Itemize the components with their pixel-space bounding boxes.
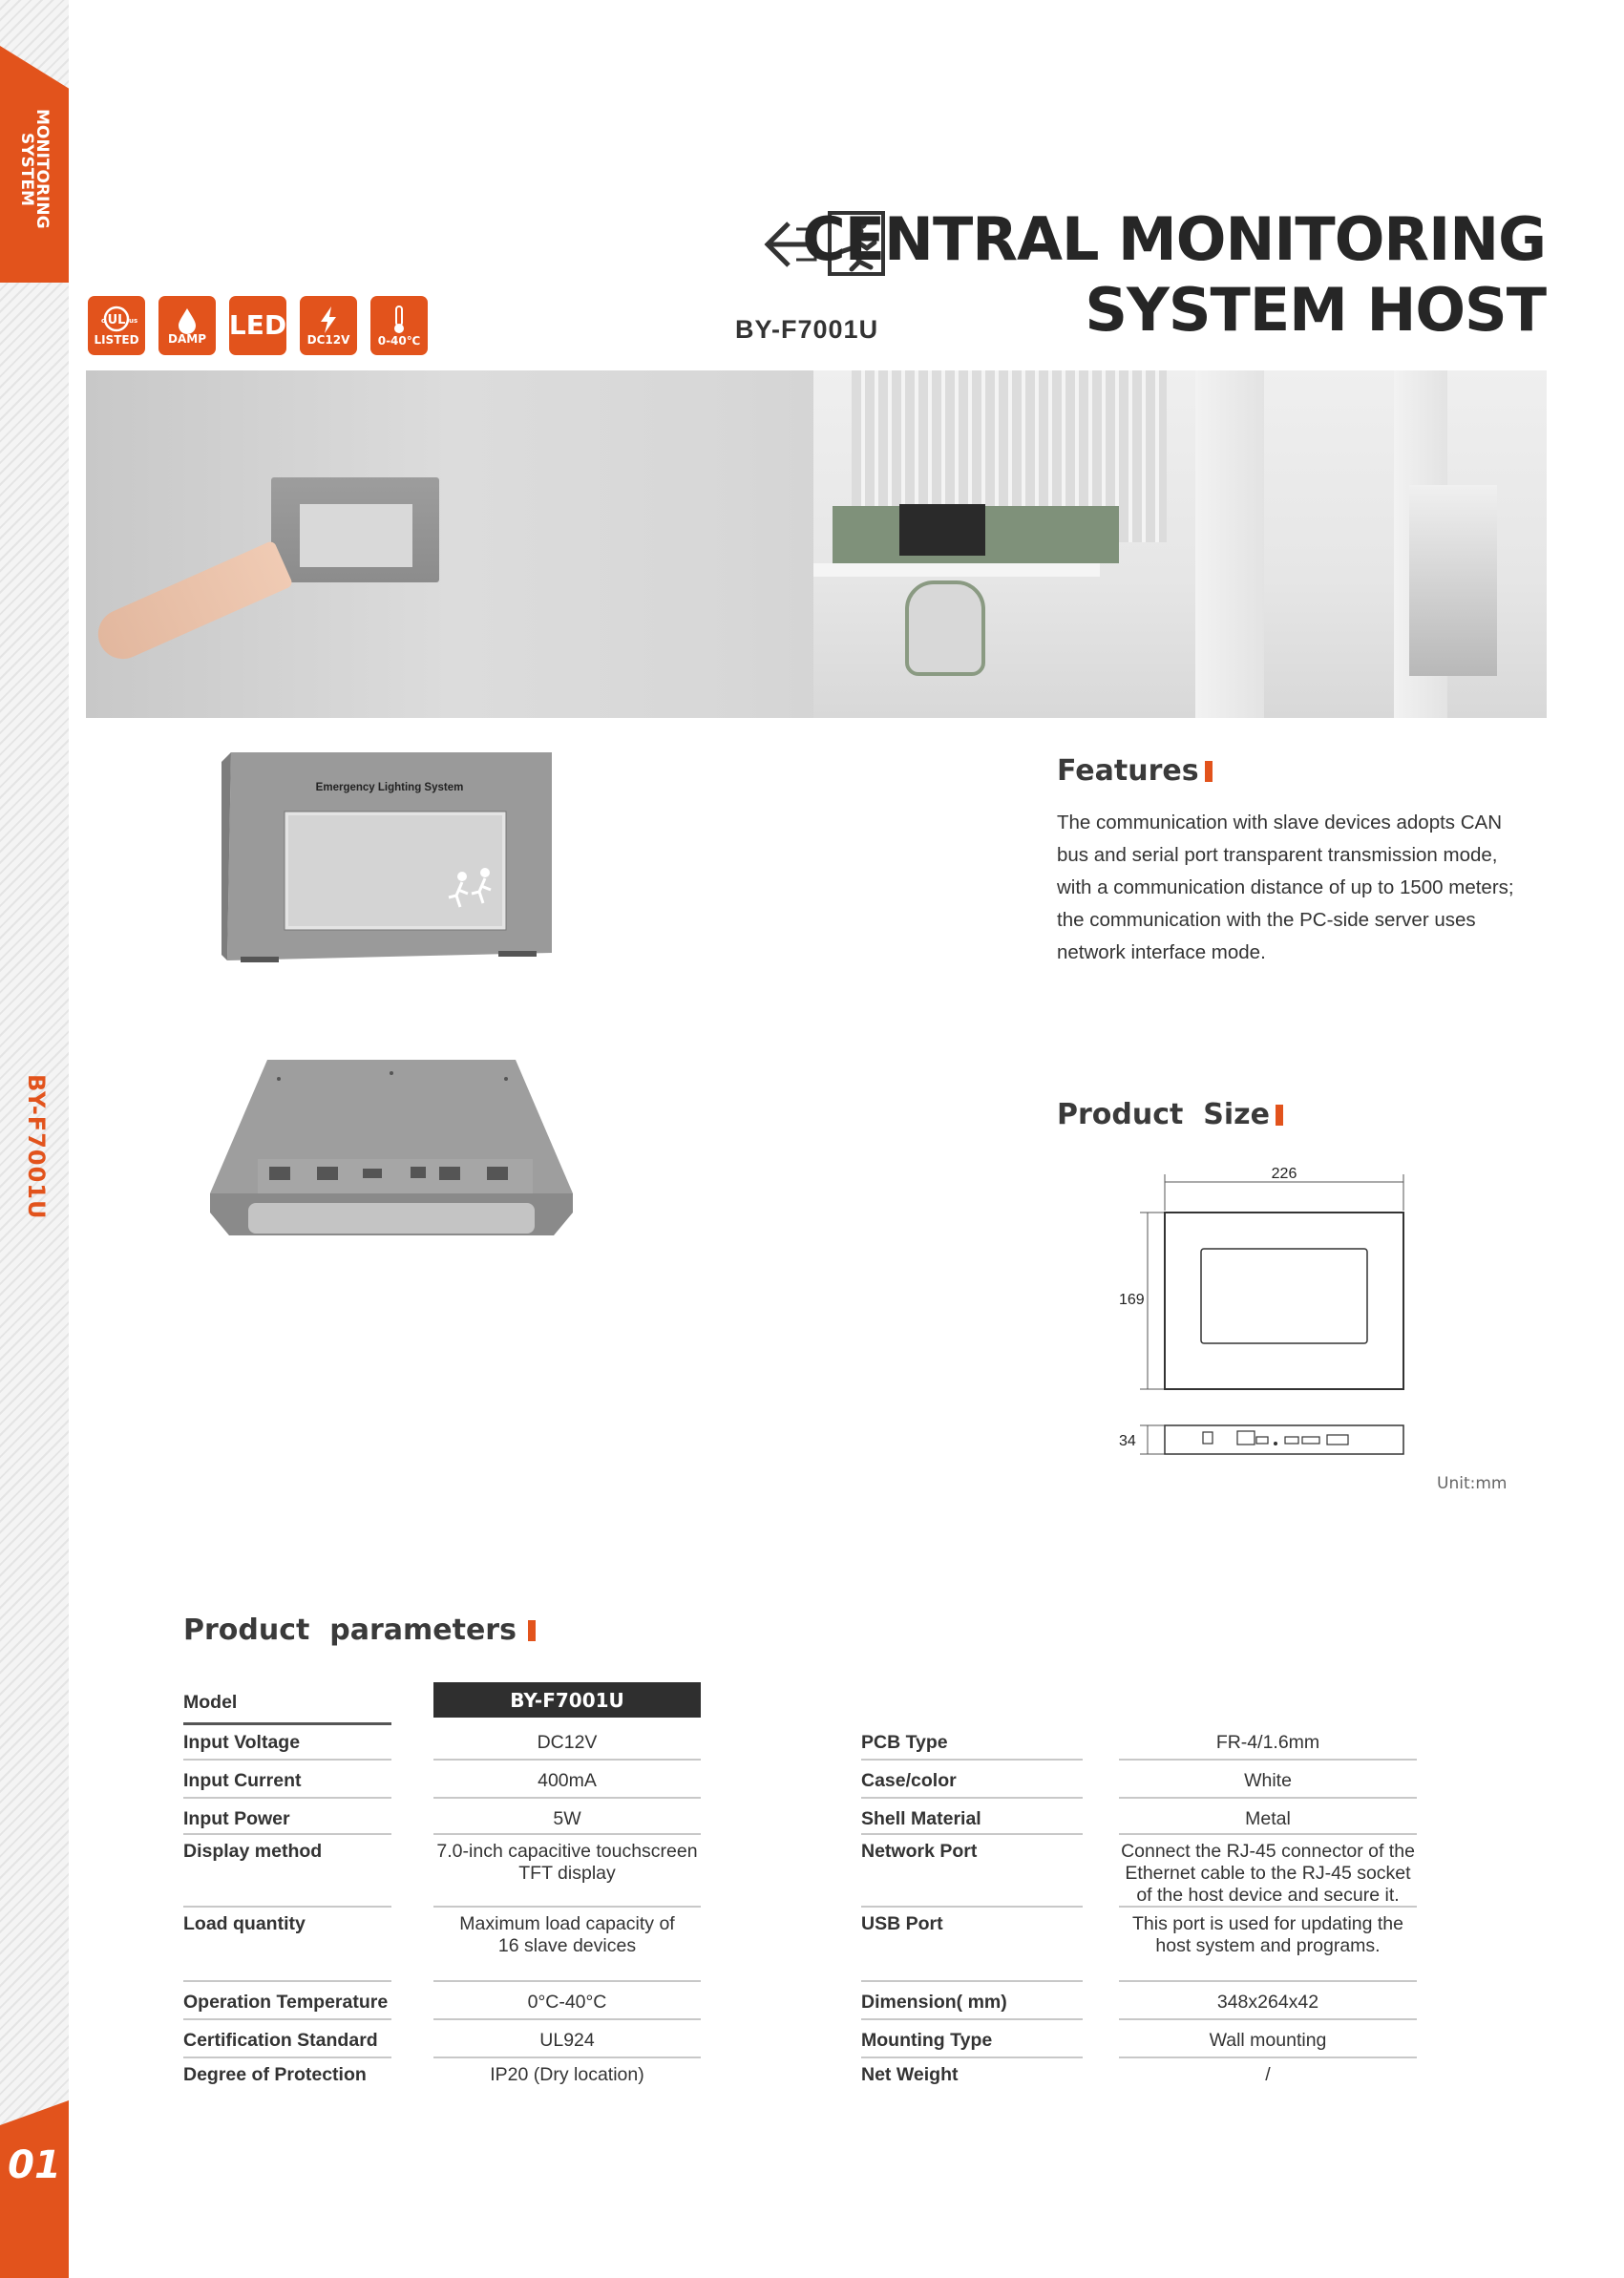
- features-text: The communication with slave devices adopts CAN bus and serial port transparent transmission mode, with a communication distance of up to 1500 meters; the communication with the PC-side server uses network interface mode.: [1057, 812, 1514, 963]
- param-label: Operation Temperature: [183, 1992, 389, 2013]
- param-label: Input Voltage: [183, 1732, 301, 1753]
- title-line-2: SYSTEM HOST: [1085, 275, 1546, 345]
- param-value: FR-4/1.6mm: [1215, 1732, 1320, 1753]
- ul-mark-icon: [97, 306, 136, 334]
- parameters-heading-text: Product parameters: [183, 1614, 517, 1647]
- product-screen-title: Emergency Lighting System: [315, 782, 464, 793]
- row-divider: [1119, 1833, 1417, 1835]
- param-value: 0°C-40°C: [527, 1992, 607, 2013]
- svg-text:c: c: [101, 317, 106, 325]
- page-title: [802, 204, 1546, 346]
- cert-label: LED: [228, 309, 287, 341]
- row-divider: [183, 2018, 391, 2020]
- param-value: White: [1244, 1770, 1292, 1791]
- param-value: DC12V: [537, 1732, 598, 1753]
- product-bottom-image: [210, 1060, 573, 1235]
- row-divider: [1119, 2057, 1417, 2058]
- office-chair: [905, 580, 985, 676]
- param-label: Mounting Type: [861, 2030, 993, 2051]
- sidebar-bottom-tab: [0, 2100, 69, 2278]
- parameters-table: [183, 1682, 1424, 2083]
- param-value: IP20 (Dry location): [490, 2064, 644, 2085]
- width-label: 226: [1271, 1166, 1297, 1182]
- row-divider: [861, 1833, 1083, 1835]
- param-value: This port is used for updating the host system and programs.: [1132, 1913, 1403, 1956]
- row-divider: [433, 1980, 701, 1982]
- room-pillar: [1195, 370, 1264, 718]
- row-divider: [183, 1906, 391, 1908]
- row-divider: [861, 2057, 1083, 2058]
- row-divider: [1119, 1906, 1417, 1908]
- thermometer-glyph-icon: [390, 305, 409, 335]
- sidebar: [0, 0, 69, 2278]
- param-label: Display method: [183, 1841, 323, 1862]
- hand-image: [91, 540, 294, 667]
- row-divider: [861, 1759, 1083, 1761]
- damp-icon: [158, 296, 216, 355]
- row-divider: [861, 2018, 1083, 2020]
- row-divider: [1119, 1759, 1417, 1761]
- unit-label: Unit:mm: [1437, 1474, 1508, 1493]
- param-label: Degree of Protection: [183, 2064, 367, 2085]
- city-window: [1409, 485, 1497, 676]
- param-value: 5W: [553, 1808, 581, 1829]
- param-label: Input Current: [183, 1770, 302, 1791]
- row-divider: [433, 2018, 701, 2020]
- bolt-icon: [318, 306, 339, 334]
- row-divider: [183, 2057, 391, 2058]
- droplet-icon: [176, 306, 199, 333]
- cert-label: LISTED: [94, 333, 139, 347]
- row-divider: [183, 1759, 391, 1761]
- row-divider: [1119, 1797, 1417, 1799]
- param-value: Connect the RJ-45 connector of the Ethernet cable to the RJ-45 socket of the host device and secure it.: [1121, 1841, 1415, 1906]
- lightning-icon: [300, 296, 357, 355]
- param-label: Input Power: [183, 1808, 290, 1829]
- row-divider: [433, 1833, 701, 1835]
- row-divider: [861, 1797, 1083, 1799]
- param-value: 400mA: [538, 1770, 597, 1791]
- param-label: Net Weight: [861, 2064, 959, 2085]
- param-value: Maximum load capacity of 16 slave devices: [459, 1913, 675, 1956]
- param-value: /: [1265, 2064, 1271, 2085]
- office-room-image: [813, 370, 1547, 718]
- hero-banner-image: [86, 370, 1547, 718]
- row-divider: [183, 1797, 391, 1799]
- heading-accent-bar: [1205, 761, 1213, 782]
- param-label: Load quantity: [183, 1913, 306, 1934]
- row-divider: [861, 1980, 1083, 1982]
- param-value: Metal: [1245, 1808, 1291, 1829]
- sidebar-model-label: BY-F7001U: [23, 1074, 50, 1220]
- cert-label: DAMP: [168, 332, 206, 346]
- param-label: Network Port: [861, 1841, 978, 1862]
- desk-monitor: [899, 504, 985, 556]
- certification-icons: [88, 296, 428, 355]
- led-icon: [229, 296, 286, 355]
- product-front-image: [221, 752, 552, 962]
- row-divider: [183, 1833, 391, 1835]
- param-label: Dimension( mm): [861, 1992, 1007, 2013]
- cert-label: DC12V: [306, 333, 350, 347]
- param-label: USB Port: [861, 1913, 943, 1934]
- param-value: Wall mounting: [1209, 2030, 1327, 2051]
- param-label: Case/color: [861, 1770, 957, 1791]
- ul-listed-icon: [88, 296, 145, 355]
- svg-text:UL: UL: [107, 313, 126, 327]
- row-divider: [433, 1906, 701, 1908]
- dimension-drawing: [1107, 1165, 1423, 1470]
- param-value: 348x264x42: [1216, 1992, 1319, 2013]
- thermometer-icon: [370, 296, 428, 355]
- row-divider: [183, 1980, 391, 1982]
- title-line-1: CENTRAL MONITORING: [802, 204, 1546, 274]
- desk-top: [813, 563, 1100, 577]
- model-heading: BY-F7001U: [735, 315, 879, 344]
- size-heading-text: Product Size: [1057, 1098, 1270, 1131]
- row-divider: [1119, 2018, 1417, 2020]
- model-rule: [183, 1722, 391, 1725]
- row-divider: [433, 2057, 701, 2058]
- height-label: 169: [1119, 1292, 1145, 1308]
- model-value: BY-F7001U: [433, 1682, 701, 1718]
- sidebar-top-label: MONITORING SYSTEM: [17, 109, 52, 229]
- heading-accent-bar: [1276, 1105, 1283, 1126]
- model-label: Model: [183, 1692, 238, 1713]
- parameters-heading: [183, 1614, 536, 1647]
- features-heading: [1057, 754, 1213, 788]
- param-label: Shell Material: [861, 1808, 981, 1829]
- param-value: UL924: [539, 2030, 595, 2051]
- row-divider: [861, 1906, 1083, 1908]
- sidebar-top-label-wrap: [0, 107, 69, 231]
- row-divider: [1119, 1980, 1417, 1982]
- page-number: 01: [8, 2143, 61, 2187]
- features-heading-text: Features: [1057, 754, 1199, 788]
- banner-device: [271, 477, 439, 582]
- cert-label: 0-40℃: [377, 334, 421, 348]
- row-divider: [433, 1759, 701, 1761]
- param-label: PCB Type: [861, 1732, 948, 1753]
- size-heading: [1057, 1098, 1283, 1131]
- banner-device-screen: [300, 504, 412, 567]
- param-label: Certification Standard: [183, 2030, 378, 2051]
- row-divider: [433, 1797, 701, 1799]
- svg-text:us: us: [129, 317, 138, 325]
- heading-accent-bar: [528, 1620, 536, 1641]
- param-value: 7.0-inch capacitive touchscreen TFT display: [436, 1841, 698, 1884]
- depth-label: 34: [1119, 1433, 1136, 1449]
